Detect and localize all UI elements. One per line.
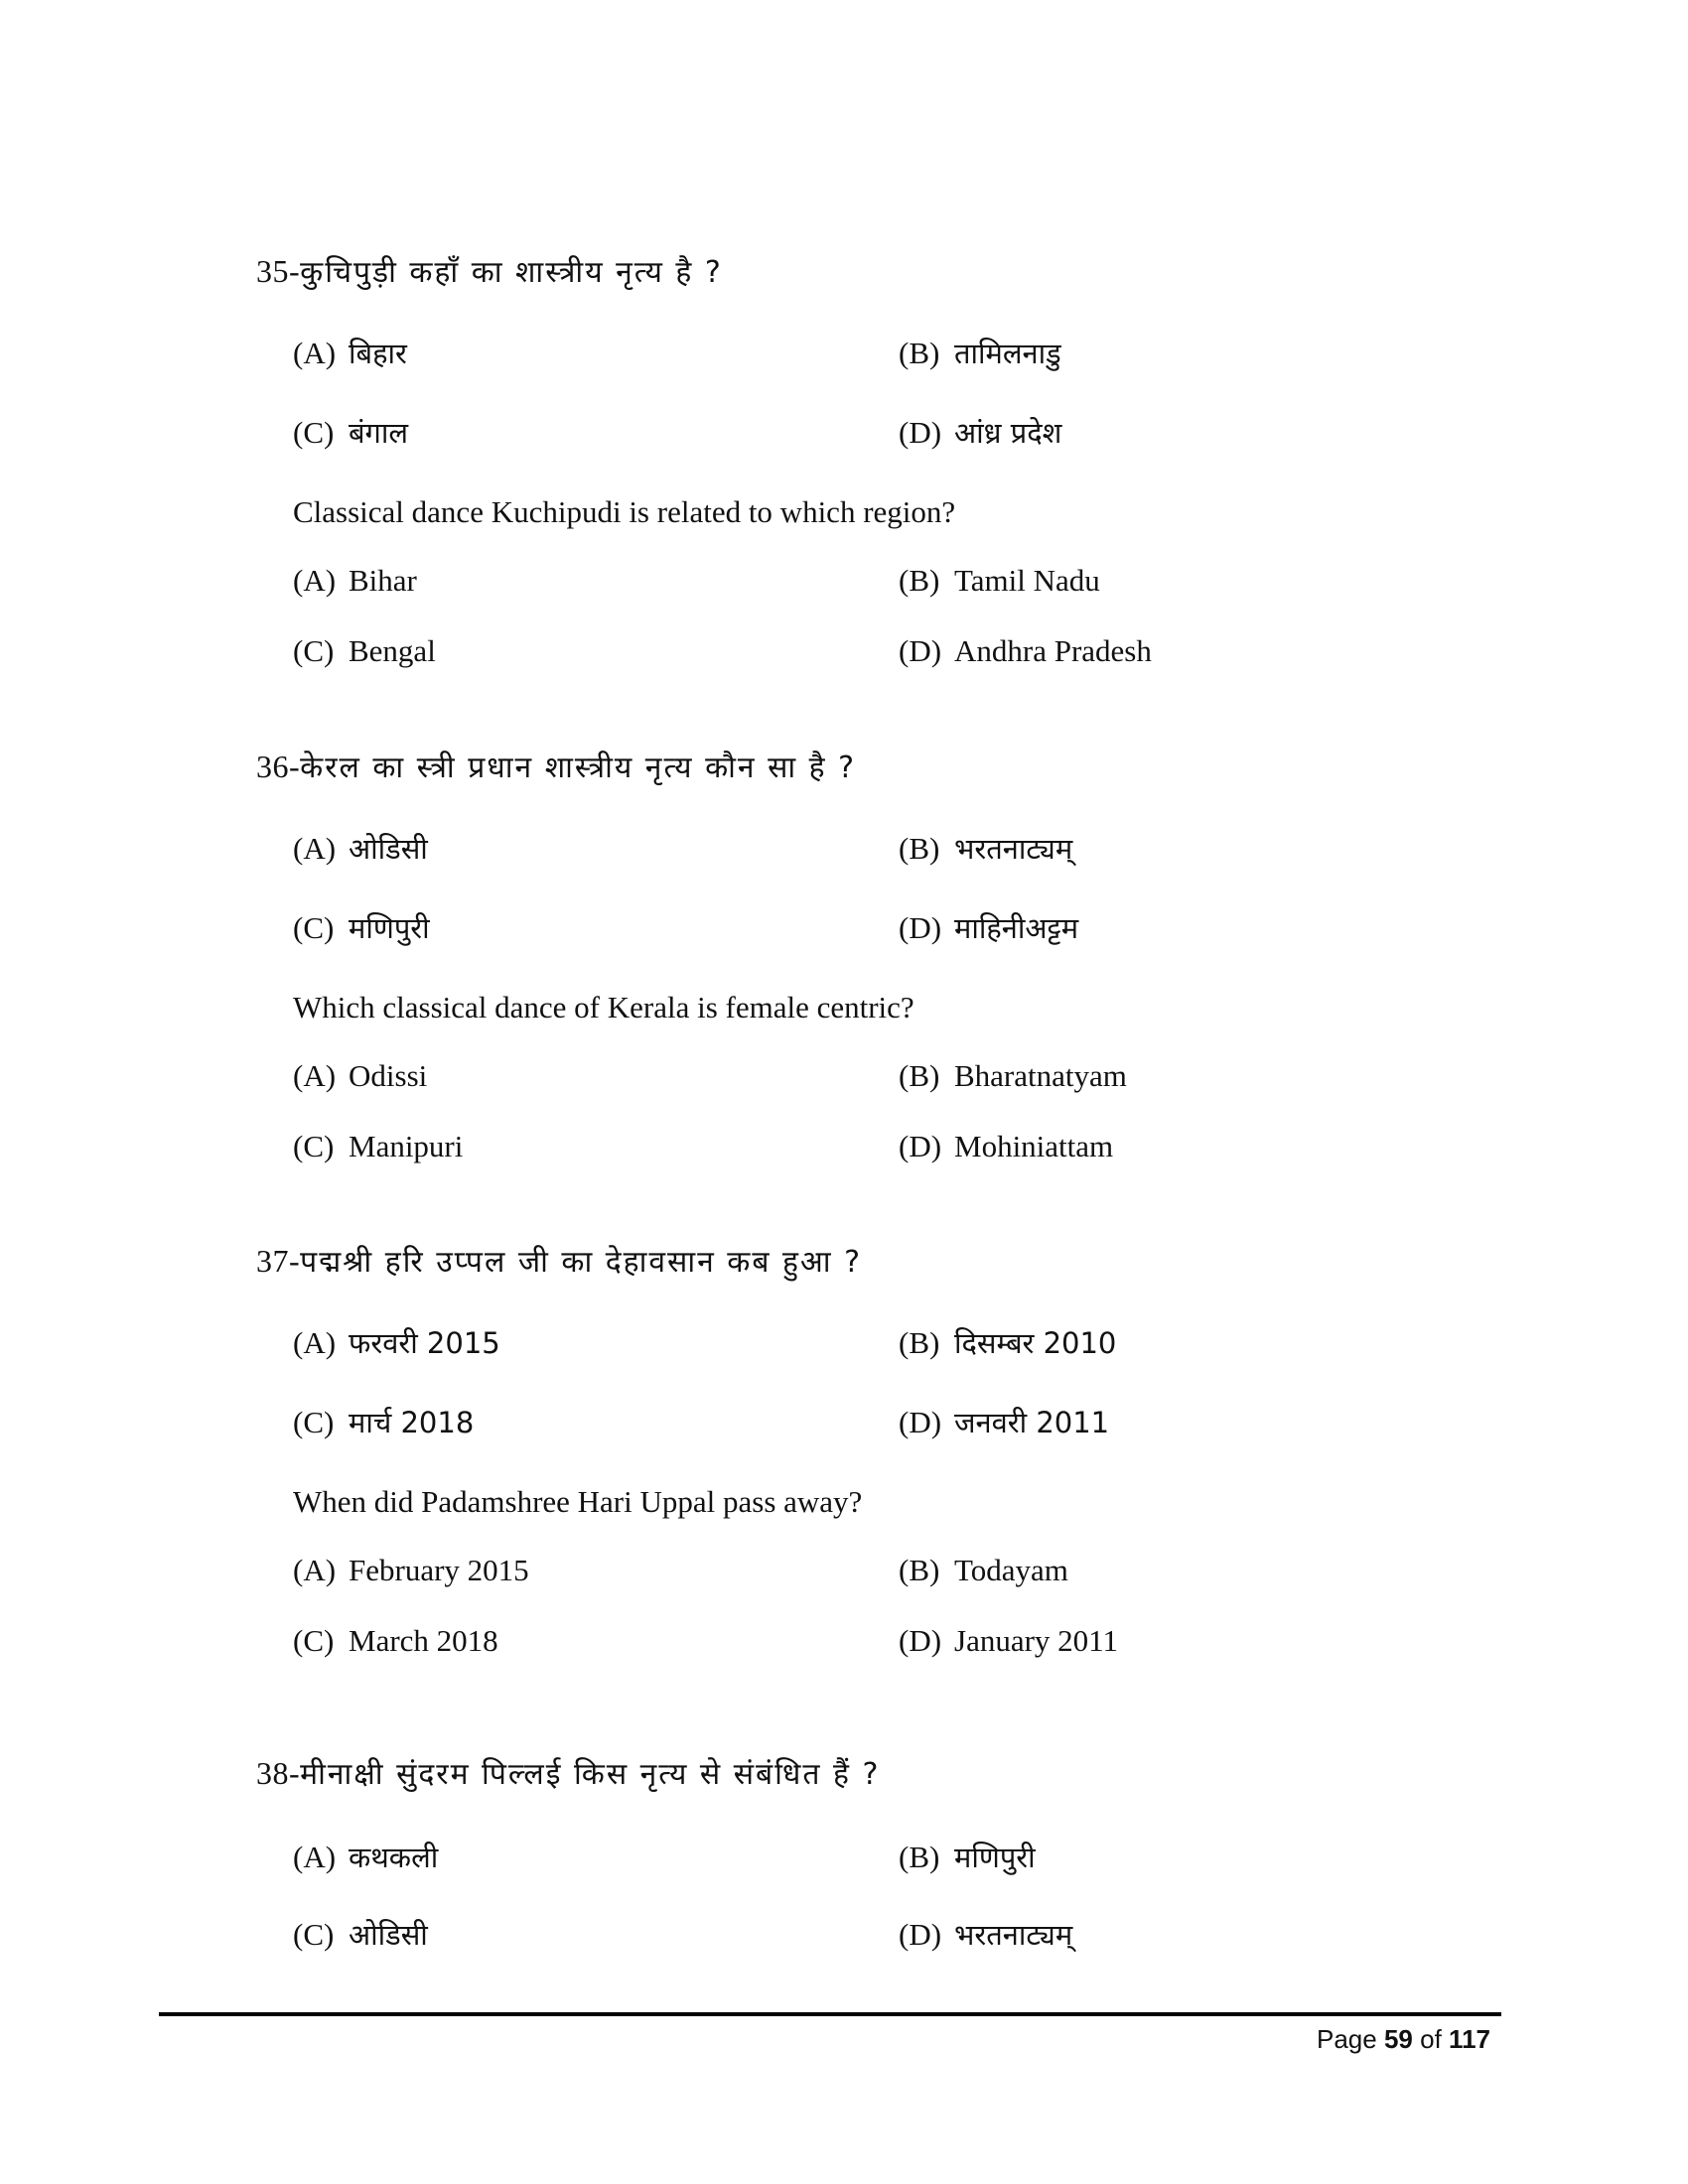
option-b-english	[899, 1060, 1127, 1091]
option-d-hindi	[899, 1919, 1072, 1950]
page-number	[1317, 2024, 1490, 2055]
option-c-hindi	[293, 912, 430, 943]
option-label: (A)	[293, 831, 337, 866]
of-word: of	[1420, 2024, 1442, 2054]
question-number: 36-	[256, 749, 301, 784]
option-text: बंगाल	[349, 416, 409, 450]
option-d-english	[899, 1625, 1118, 1656]
question-heading-hindi	[256, 751, 856, 783]
option-b-hindi	[899, 833, 1072, 864]
option-c-english	[293, 1625, 498, 1656]
page-word: Page	[1317, 2024, 1377, 2054]
option-d-hindi	[899, 1407, 1109, 1437]
question-heading-hindi	[256, 1757, 880, 1790]
option-label: (C)	[293, 1405, 335, 1439]
option-b-hindi	[899, 1842, 1036, 1872]
option-label: (A)	[293, 336, 337, 370]
option-d-english	[899, 1131, 1113, 1161]
option-label: (D)	[899, 1623, 942, 1658]
question-number: 38-	[256, 1755, 301, 1791]
option-c-hindi	[293, 1919, 428, 1950]
option-text: March 2018	[349, 1623, 498, 1658]
option-text: January 2011	[954, 1623, 1119, 1658]
option-label: (D)	[899, 415, 942, 450]
option-d-hindi	[899, 417, 1061, 448]
option-a-hindi	[293, 338, 407, 368]
option-a-hindi	[293, 1327, 500, 1358]
option-text: February 2015	[349, 1553, 529, 1587]
option-text: कथकली	[349, 1841, 439, 1874]
option-label: (B)	[899, 831, 940, 866]
option-d-english	[899, 635, 1152, 666]
option-text: बिहार	[349, 337, 407, 370]
option-text: Bengal	[349, 633, 436, 668]
option-label: (D)	[899, 633, 942, 668]
option-text: दिसम्बर 2010	[954, 1326, 1117, 1360]
option-label: (C)	[293, 633, 335, 668]
option-text: माहिनीअट्टम	[954, 911, 1079, 945]
option-label: (B)	[899, 1553, 940, 1587]
option-d-hindi	[899, 912, 1078, 943]
option-text: जनवरी 2011	[954, 1406, 1110, 1439]
option-text: Manipuri	[349, 1129, 464, 1163]
option-c-english	[293, 1131, 463, 1161]
question-text-hindi: पद्मश्री हरि उप्पल जी का देहावसान कब हुआ ?	[300, 1245, 863, 1280]
option-text: Odissi	[349, 1058, 428, 1093]
option-text: आंध्र प्रदेश	[954, 416, 1062, 450]
question-heading-hindi	[256, 255, 723, 288]
option-label: (D)	[899, 910, 942, 945]
option-label: (D)	[899, 1129, 942, 1163]
option-label: (C)	[293, 415, 335, 450]
option-a-hindi	[293, 1842, 438, 1872]
option-text: फरवरी 2015	[349, 1326, 500, 1360]
footer-divider	[159, 2012, 1501, 2016]
option-text: भरतनाट्यम्	[954, 832, 1073, 866]
option-text: भरतनाट्यम्	[954, 1918, 1073, 1952]
option-label: (D)	[899, 1405, 942, 1439]
option-label: (C)	[293, 1623, 335, 1658]
question-heading-hindi	[256, 1245, 862, 1278]
option-label: (A)	[293, 1058, 337, 1093]
option-b-hindi	[899, 338, 1061, 368]
option-text: Bharatnatyam	[954, 1058, 1127, 1093]
option-text: Bihar	[349, 563, 417, 598]
option-label: (C)	[293, 1129, 335, 1163]
option-text: ओडिसी	[349, 1918, 428, 1952]
question-text-hindi: कुचिपुड़ी कहाँ का शास्त्रीय नृत्य है ?	[300, 255, 723, 290]
option-a-hindi	[293, 833, 428, 864]
option-b-hindi	[899, 1327, 1116, 1358]
question-text-english: Classical dance Kuchipudi is related to which region?	[293, 494, 956, 529]
option-b-english	[899, 565, 1100, 596]
option-label: (B)	[899, 336, 940, 370]
question-number: 35-	[256, 253, 301, 289]
option-label: (B)	[899, 563, 940, 598]
option-label: (B)	[899, 1840, 940, 1874]
option-text: Tamil Nadu	[954, 563, 1100, 598]
option-label: (A)	[293, 1325, 337, 1360]
option-text: Andhra Pradesh	[954, 633, 1152, 668]
option-c-english	[293, 635, 436, 666]
option-label: (D)	[899, 1917, 942, 1952]
option-label: (B)	[899, 1058, 940, 1093]
option-label: (C)	[293, 910, 335, 945]
option-b-english	[899, 1555, 1068, 1585]
option-text: मणिपुरी	[349, 911, 430, 945]
question-text-hindi: केरल का स्त्री प्रधान शास्त्रीय नृत्य कौन सा है ?	[300, 751, 857, 785]
question-text-english: When did Padamshree Hari Uppal pass away?	[293, 1484, 863, 1519]
option-label: (A)	[293, 1840, 337, 1874]
option-a-english	[293, 565, 417, 596]
total-pages: 117	[1449, 2024, 1490, 2054]
option-text: मार्च 2018	[349, 1406, 475, 1439]
option-text: तामिलनाडु	[954, 337, 1061, 370]
option-label: (A)	[293, 1553, 337, 1587]
question-35	[0, 0, 1688, 668]
option-label: (A)	[293, 563, 337, 598]
option-label: (C)	[293, 1917, 335, 1952]
option-text: Mohiniattam	[954, 1129, 1114, 1163]
option-text: ओडिसी	[349, 832, 428, 866]
option-a-english	[293, 1555, 529, 1585]
current-page: 59	[1383, 2024, 1413, 2054]
question-text-english: Which classical dance of Kerala is female centric?	[293, 990, 914, 1024]
question-number: 37-	[256, 1243, 301, 1279]
option-label: (B)	[899, 1325, 940, 1360]
option-a-english	[293, 1060, 427, 1091]
option-c-hindi	[293, 417, 408, 448]
question-text-hindi: मीनाक्षी सुंदरम पिल्लई किस नृत्य से संबंधित हैं ?	[300, 1757, 881, 1792]
option-text: मणिपुरी	[954, 1841, 1036, 1874]
option-c-hindi	[293, 1407, 474, 1437]
option-text: Todayam	[954, 1553, 1068, 1587]
